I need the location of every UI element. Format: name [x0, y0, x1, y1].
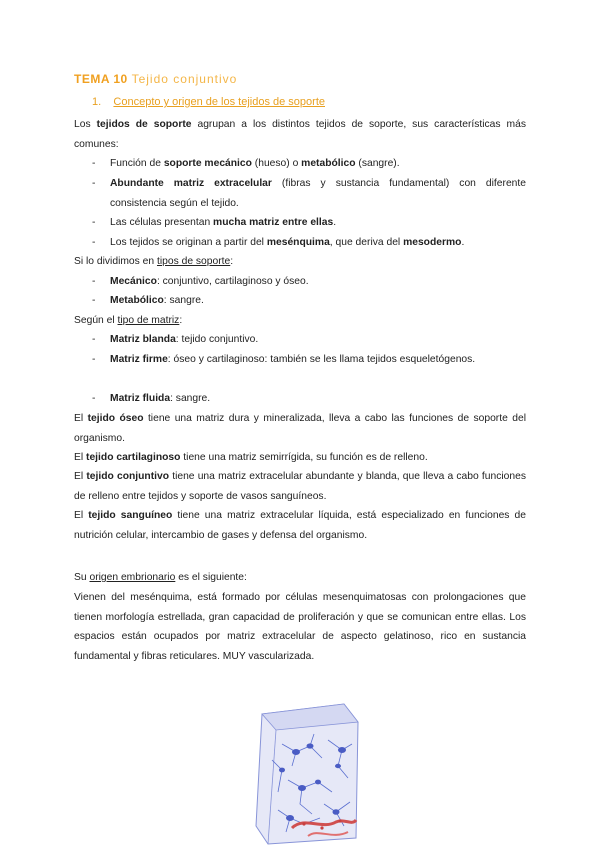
paragraph-cartilaginoso: El tejido cartilaginoso tiene una matriz semirrígida, su función es de relleno. [74, 452, 428, 463]
origen-intro: Su origen embrionario es el siguiente: [74, 572, 247, 583]
paragraph-conjuntivo: El tejido conjuntivo tiene una matriz extracelular abundante y blanda, que lleva a cabo funciones de relleno entre tejidos y soporte de vasos sanguíneos. [74, 471, 526, 502]
title-tema: TEMA 10 [74, 72, 128, 86]
mesenchyme-illustration [248, 700, 366, 846]
mesenchyme-illustration-icon [248, 700, 366, 846]
paragraph-sanguineo: El tejido sanguíneo tiene una matriz extracelular líquida, está especializado en funciones de nutrición celular, intercambio de gases y defensa del organismo. [74, 510, 526, 541]
intro-paragraph: Los tejidos de soporte agrupan a los distintos tejidos de soporte, sus características más comunes: [74, 119, 526, 150]
paragraph-mesenquima: Vienen del mesénquima, está formado por células mesenquimatosas con prolongaciones que tienen morfología estrellada, gran capacidad de proliferación y que se comunican entre ellas. Los espacios están ocupados por matriz extracelular de aspecto gelatinoso, rico en sustancia fundamental y fibras reticulares. MUY vascularizada. [74, 592, 526, 662]
soporte-intro: Si lo dividimos en tipos de soporte: [74, 256, 234, 267]
title-name: Tejido conjuntivo [131, 72, 238, 86]
section-number: 1. [92, 96, 102, 108]
paragraph-oseo: El tejido óseo tiene una matriz dura y mineralizada, lleva a cabo las funciones de soporte del organismo. [74, 413, 526, 444]
section-heading [92, 96, 325, 108]
document-page: TEMA 10 Tejido conjuntivo 1. Concepto y origen de los tejidos de soporte Los tejidos de soporte agrupan a los distintos tejidos de soporte, sus características más comunes: - Función de soporte mecánico (hueso) o metabólico (sangre). - Abundante matriz extracelular (fibras y sustancia fundamental) con diferente consistencia según el tejido. - Las células presentan mucha matriz entre ellas. - Los tejidos se originan a partir del mesénquima, que deriva del mesodermo. Si lo dividimos en tipos de soporte: - Mecánico: conjuntivo, cartilaginoso y óseo. - Metabólico: sangre. Según el tipo de matriz: - Matriz blanda: tejido conjuntivo. - Matriz firme: óseo y cartilaginoso: también se les llama tejidos esqueletógenos. - Matriz fluida: sangre. El tejido óseo tiene una matriz dura y mineralizada, lleva a cabo las funciones de soporte del organismo. El tejido cartilaginoso tiene una matriz semirrígida, su función es de relleno. El tejido conjuntivo tiene una matriz extracelular abundante y blanda, que lleva a cabo funciones de relleno entre tejidos y soporte de vasos sanguíneos. El tejido sanguíneo tiene una matriz extracelular líquida, está especializado en funciones de nutrición celular, intercambio de gases y defensa del organismo. Su origen embrionario es el siguiente: Vienen del mesénquima, está formado por células mesenquimatosas con prolongaciones que tienen morfología estrellada, gran capacidad de proliferación y que se comunican entre ellas. Los espacios están ocupados por matriz extracelular de aspecto gelatinoso, rico en sustancia fundamental y fibras reticulares. MUY vascularizada. [0, 0, 600, 848]
section-label: Concepto y origen de los tejidos de soporte [113, 96, 325, 108]
document-title [74, 72, 237, 86]
matriz-intro: Según el tipo de matriz: [74, 315, 183, 326]
